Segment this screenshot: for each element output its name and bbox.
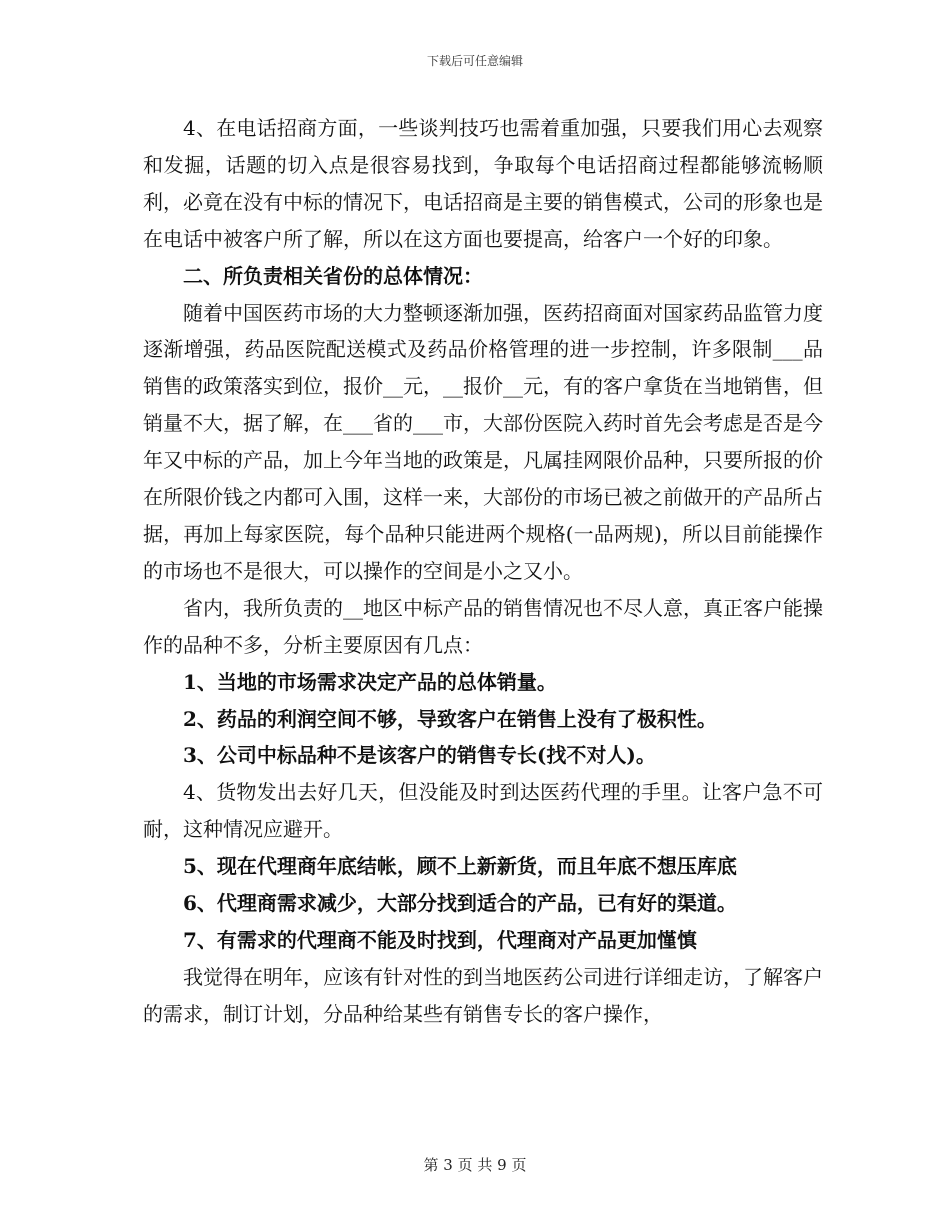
reason-item-7: 7、有需求的代理商不能及时找到，代理商对产品更加慬慎 (183, 927, 697, 952)
reason-item-2: 2、药品的利润空间不够，导致客户在销售上没有了极积性。 (183, 706, 717, 731)
paragraph-phone-sales: 4、在电话招商方面，一些谈判技巧也需着重加强，只要我们用心去观察和发掘，话题的切入点是很容易找到，争取每个电话招商过程都能够流畅顺利，必竟在没有中标的情况下，电话招商是主要的销售模式，公司的形象也是在电话中被客户所了解，所以在这方面也要提高，给客户一个好的印象。 (143, 116, 823, 251)
paragraph-next-year-plan: 我觉得在明年，应该有针对性的到当地医药公司进行详细走访，了解客户的需求，制订计划，分品种给某些有销售专长的客户操作， (143, 964, 823, 1026)
paragraph-market-overview: 随着中国医药市场的大力整顿逐渐加强，医药招商面对国家药品监管力度逐渐增强，药品医院配送模式及药品价格管理的进一步控制，许多限制___品销售的政策落实到位，报价__元，__报价__元，有的客户拿货在当地销售，但销量不大，据了解，在___省的___市，大部份医院入药时首先会考虑是否是今年又中标的产品，加上今年当地的政策是，凡属挂网限价品种，只要所报的价在所限价钱之内都可入围，这样一来，大部份的市场已被之前做开的产品所占据，再加上每家医院，每个品种只能进两个规格(一品两规)，所以目前能操作的市场也不是很大，可以操作的空间是小之又小。 (143, 300, 823, 583)
page-number-footer: 第 3 页 共 9 页 (423, 1156, 527, 1174)
reason-item-5: 5、现在代理商年底结帐，顾不上新新货，而且年底不想压库底 (183, 854, 737, 879)
section-heading-provinces: 二、所负责相关省份的总体情况： (183, 263, 483, 288)
page-header: 下载后可任意编辑 (426, 54, 523, 68)
reason-item-1: 1、当地的市场需求决定产品的总体销量。 (183, 669, 557, 694)
reason-item-4: 4、货物发出去好几天，但没能及时到达医药代理的手里。让客户急不可耐，这种情况应避开。 (143, 780, 823, 842)
paragraph-in-province: 省内，我所负责的__地区中标产品的销售情况也不尽人意，真正客户能操作的品种不多，分析主要原因有几点： (143, 595, 823, 657)
reason-item-6: 6、代理商需求减少，大部分找到适合的产品，已有好的渠道。 (183, 891, 737, 916)
document-body (143, 110, 823, 1033)
reason-item-3: 3、公司中标品种不是该客户的销售专长(找不对人)。 (183, 743, 656, 768)
